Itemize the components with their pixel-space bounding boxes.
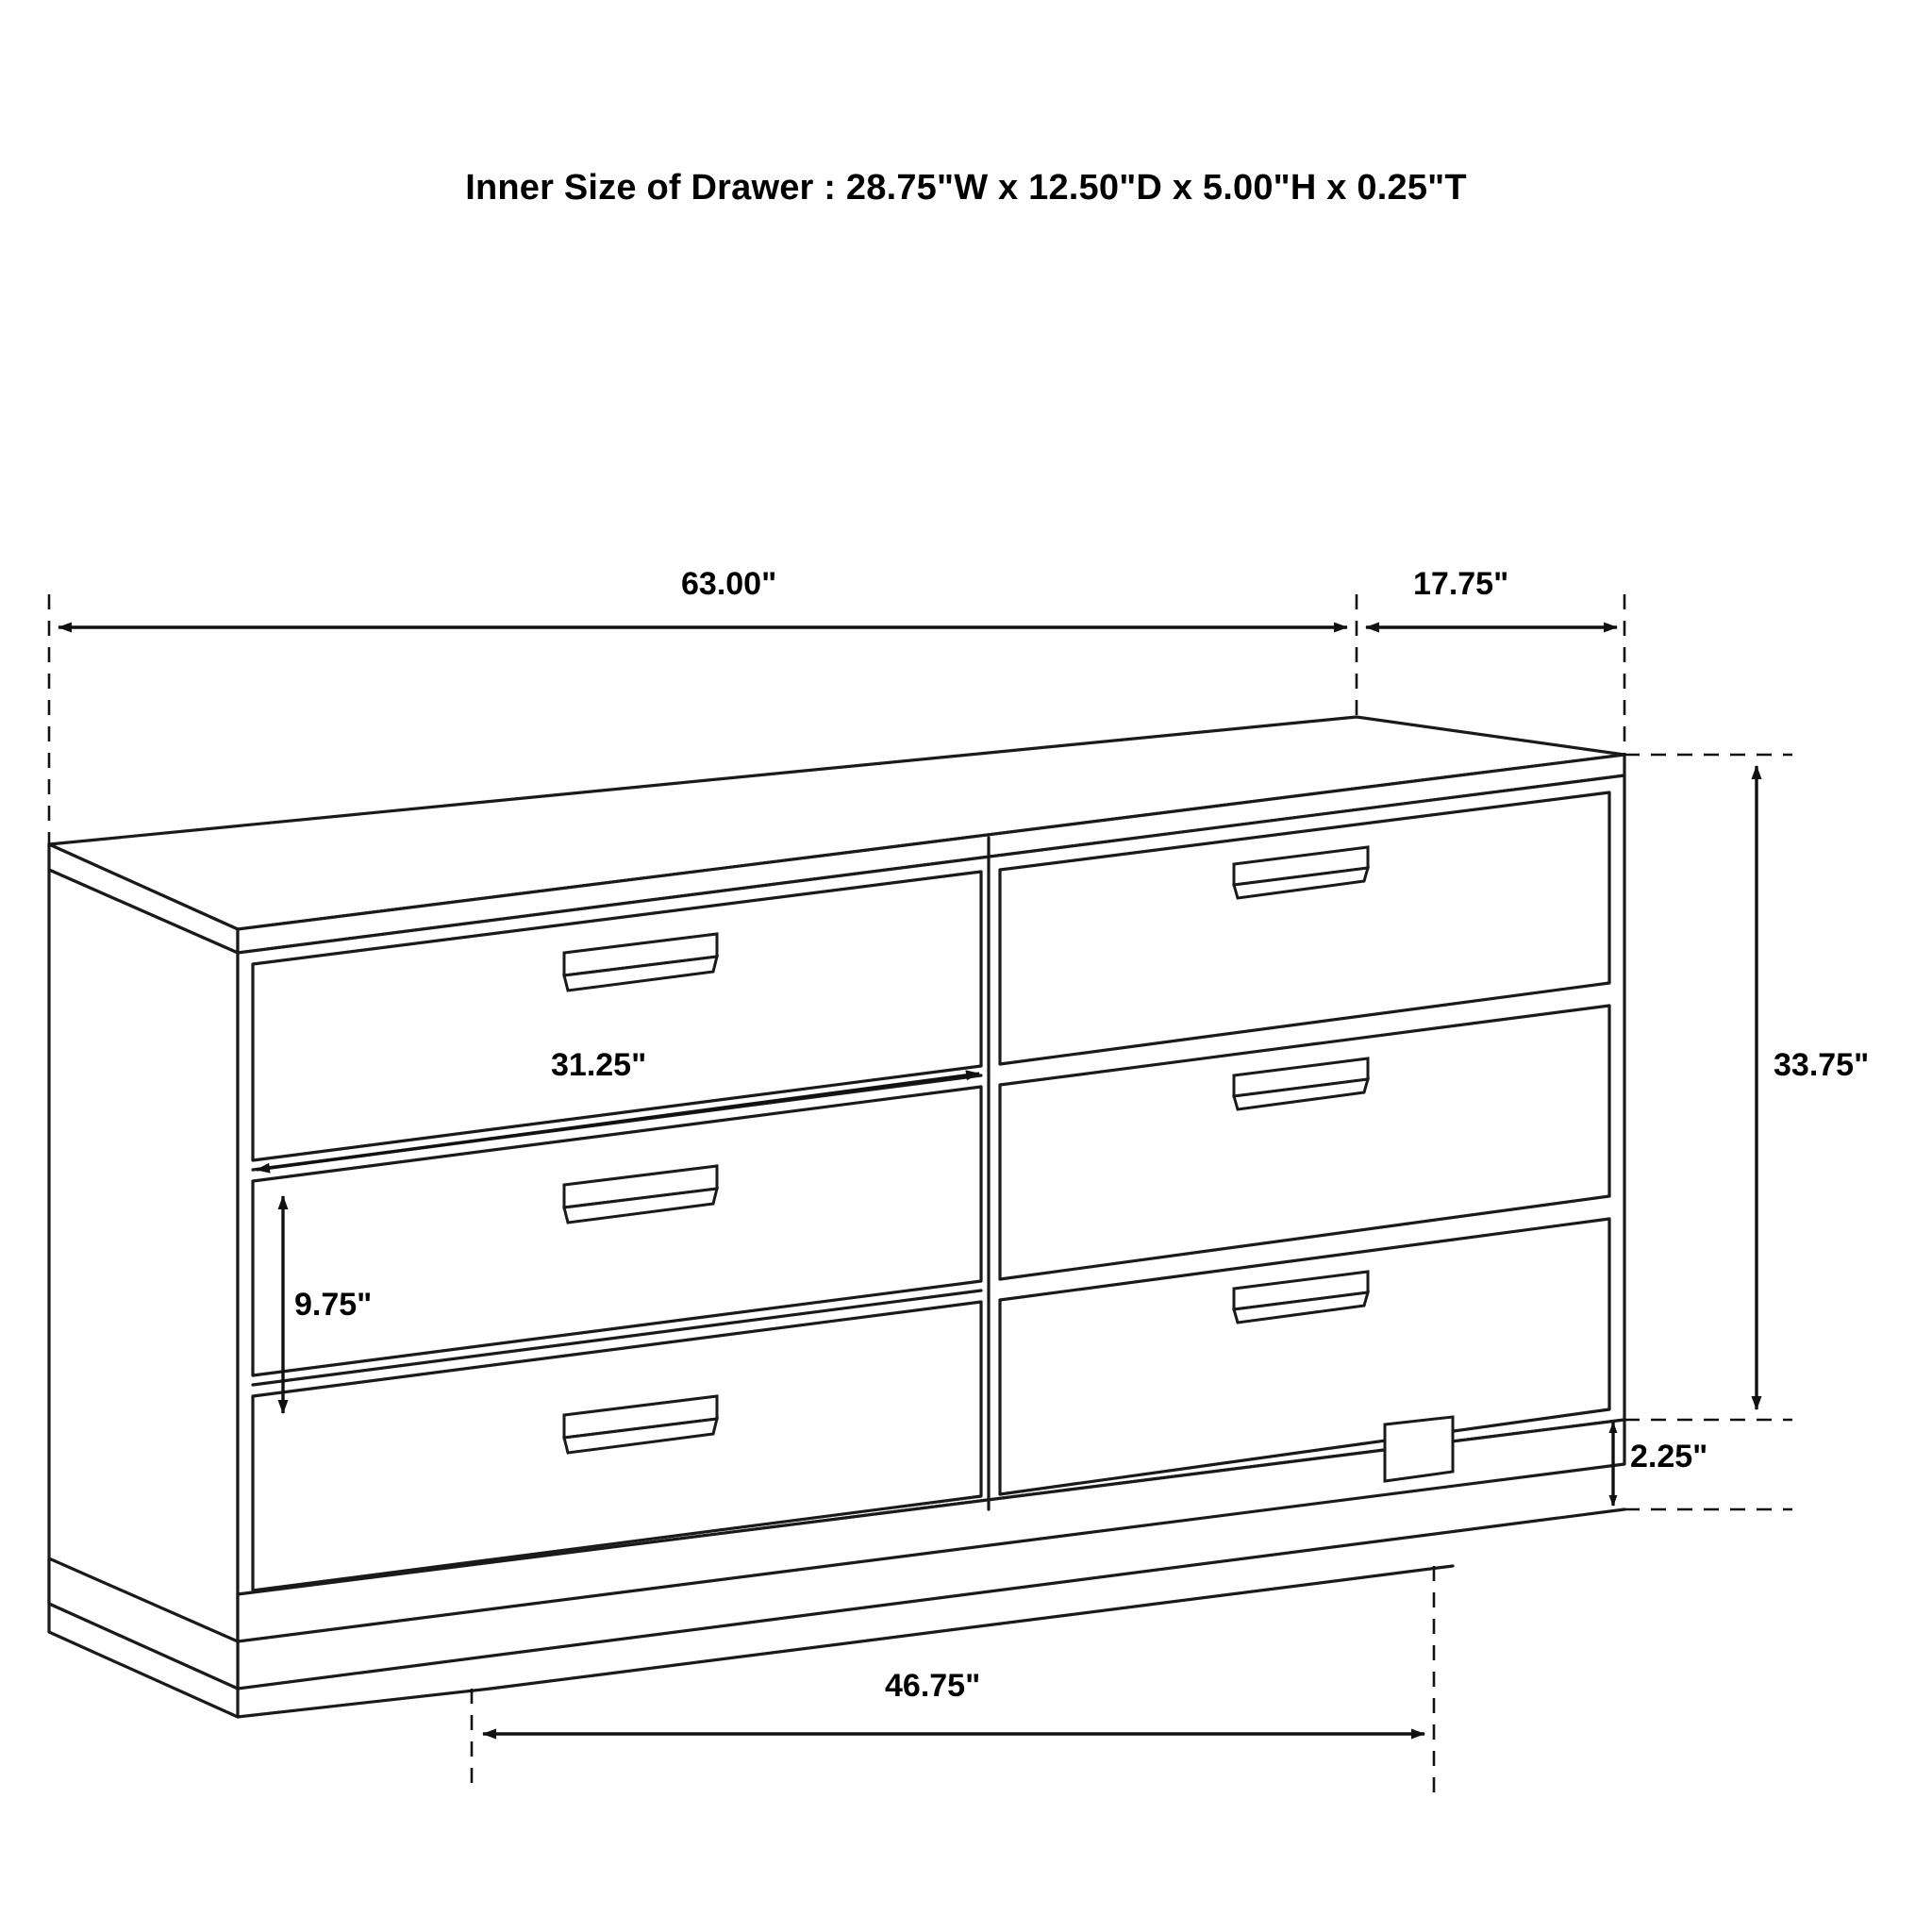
dresser-left-side — [49, 870, 238, 1689]
page-title: Inner Size of Drawer : 28.75"W x 12.50"D x 5.00"H x 0.25"T — [465, 168, 1467, 208]
drawer-height-label: 9.75" — [294, 1287, 373, 1323]
depth-label: 17.75" — [1413, 566, 1509, 602]
base-width-label: 46.75" — [885, 1668, 981, 1704]
height-label: 33.75" — [1774, 1047, 1870, 1083]
width-label: 63.00" — [681, 566, 777, 602]
plinth-label: 2.25" — [1630, 1439, 1708, 1474]
drawer-width-label: 31.25" — [551, 1047, 647, 1083]
center-leg — [1385, 1417, 1453, 1481]
dresser-outline — [49, 717, 1624, 1717]
